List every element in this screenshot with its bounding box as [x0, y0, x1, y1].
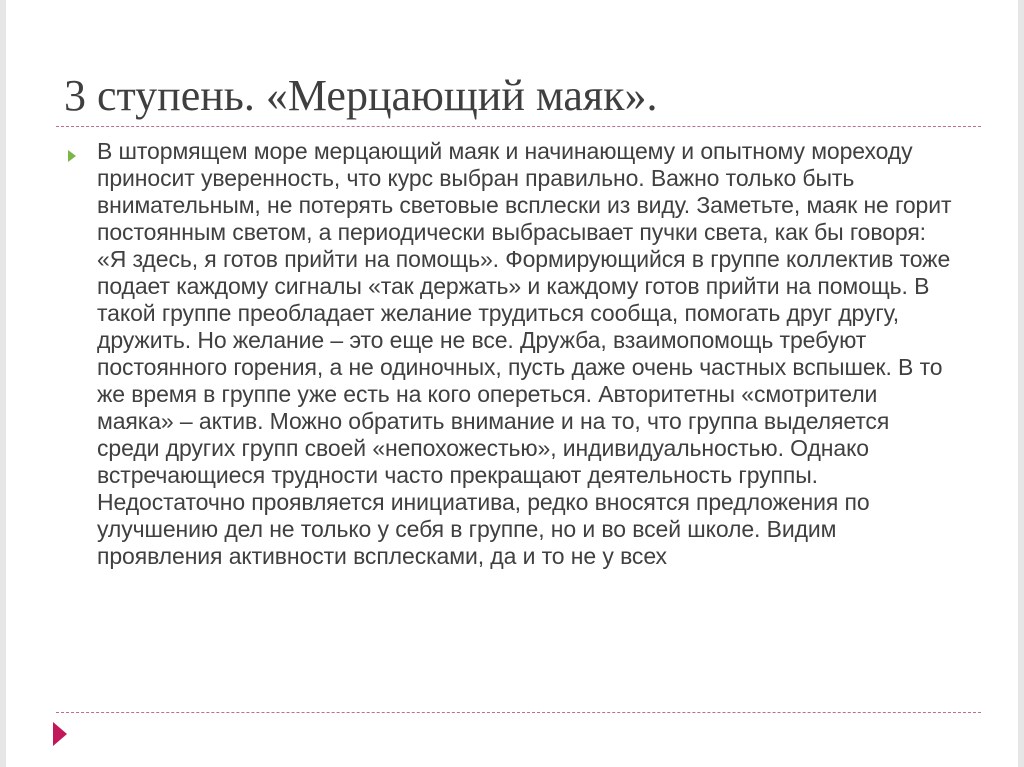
title-divider: [56, 126, 981, 127]
corner-triangle-icon: [53, 722, 67, 746]
slide-body-text: В штормящем море мерцающий маяк и начинающему и опытному мореходу приносит уверенность, что курс выбран правильно. Важно только быть внимательным, не потерять световые всплески из виду. Заметьте, маяк не горит постоянным светом, а периодически выбрасывает пучки света, как бы говоря: «Я здесь, я готов прийти на помощь». Формирующийся в группе коллектив тоже подает каждому сигналы «так держать» и каждому готов прийти на помощь. В такой группе преобладает желание трудиться сообща, помогать друг другу, дружить. Но желание – это еще не все. Дружба, взаимопомощь требуют постоянного горения, а не одиночных, пусть даже очень частных вспышек. В то же время в группе уже есть на кого опереться. Авторитетны «смотрители маяка» – актив. Можно обратить внимание и на то, что группа выделяется среди других групп своей «непохожестью», индивидуальностью. Однако встречающиеся трудности часто прекращают деятельность группы. Недостаточно проявляется инициатива, редко вносятся предложения по улучшению дел не только у себя в группе, но и во всей школе. Видим проявления активности всплесками, да и то не у всех: [97, 138, 952, 569]
bullet-triangle-icon: [68, 150, 76, 162]
slide-title: 3 ступень. «Мерцающий маяк».: [64, 71, 658, 120]
footer-divider: [56, 712, 981, 713]
